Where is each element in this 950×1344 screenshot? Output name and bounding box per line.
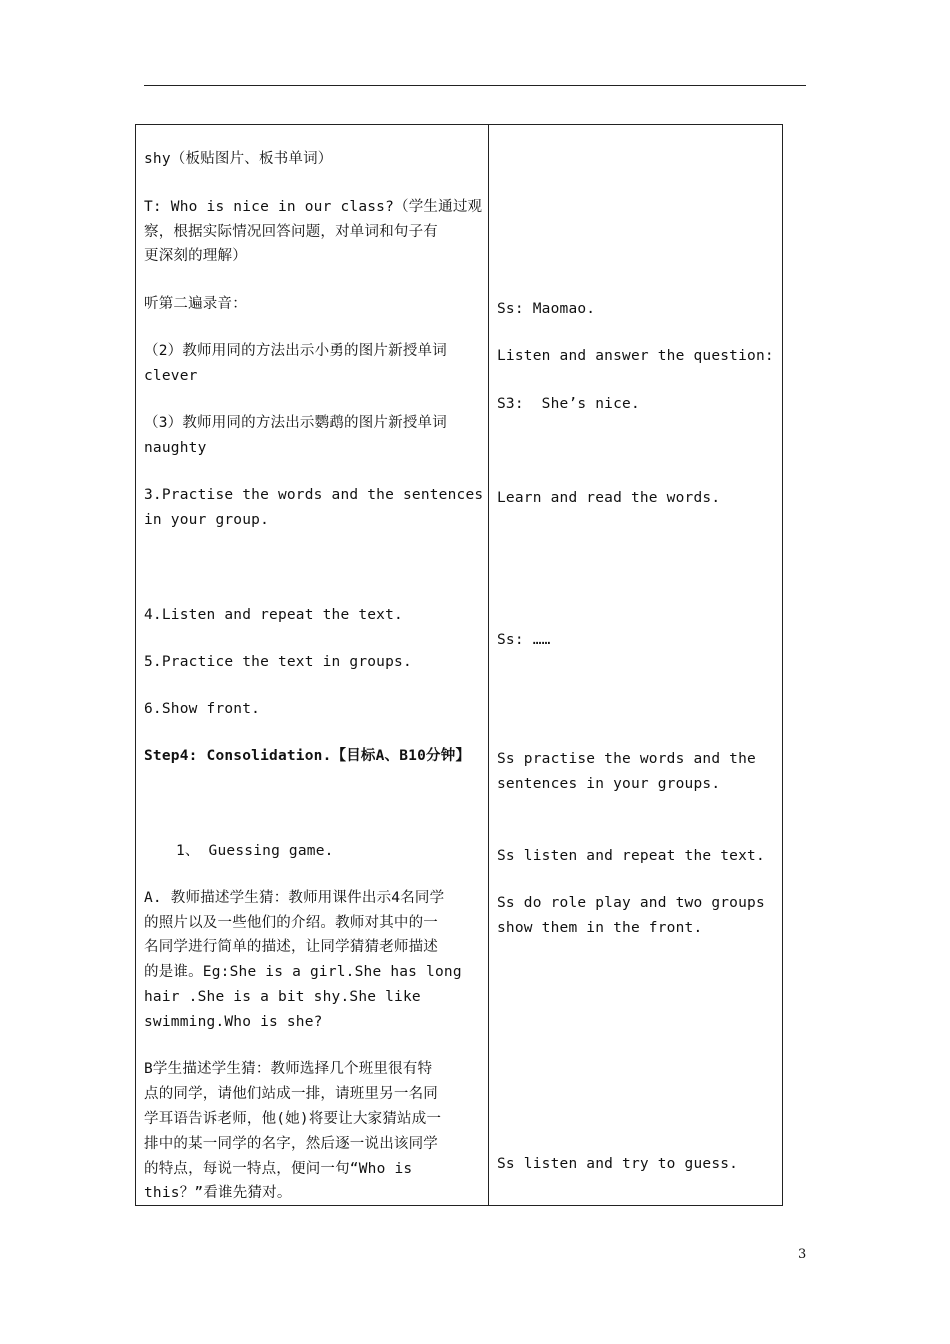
left-text-show-front: 6.Show front. (144, 701, 261, 717)
left-text-b-line1: B学生描述学生猜：教师选择几个班里很有特 (144, 1061, 433, 1077)
left-text-naughty-line1: （3）教师用同的方法出示鹦鹉的图片新授单词 (144, 415, 447, 431)
right-text-practise-line2: sentences in your groups. (497, 776, 721, 792)
left-text-b-line4: 排中的某一同学的名字，然后逐一说出该同学 (144, 1136, 438, 1152)
right-text-role-play-line2: show them in the front. (497, 920, 703, 936)
left-text-question-line1: T: Who is nice in our class?（学生通过观 (144, 199, 483, 215)
right-text-ss-ellipsis: Ss: …… (497, 632, 551, 648)
right-text-role-play-line1: Ss do role play and two groups (497, 895, 765, 911)
right-text-s3-nice: S3: She’s nice. (497, 396, 640, 412)
left-text-b-line6: this？”看谁先猜对。 (144, 1185, 292, 1201)
left-text-question-line2: 察，根据实际情况回答问题，对单词和句子有 (144, 224, 438, 240)
left-text-practise-line1: 3.Practise the words and the sentences (144, 487, 484, 503)
step4-heading: Step4: Consolidation.【目标A、B10分钟】 (144, 748, 471, 764)
left-text-second-listen: 听第二遍录音： (144, 296, 247, 312)
right-text-ss-maomao: Ss: Maomao. (497, 301, 596, 317)
right-text-learn-read: Learn and read the words. (497, 490, 721, 506)
left-text-a-line1: A. 教师描述学生猜：教师用课件出示4名同学 (144, 890, 445, 906)
page-number: 3 (798, 1247, 807, 1262)
left-text-clever-line1: （2）教师用同的方法出示小勇的图片新授单词 (144, 343, 447, 359)
right-text-listen-guess: Ss listen and try to guess. (497, 1156, 739, 1172)
left-text-naughty-line2: naughty (144, 440, 207, 456)
left-text-a-line5: hair .She is a bit shy.She like (144, 989, 421, 1005)
right-text-listen-repeat: Ss listen and repeat the text. (497, 848, 765, 864)
left-text-a-line4: 的是谁。Eg:She is a girl.She has long (144, 964, 462, 980)
left-text-clever-line2: clever (144, 368, 198, 384)
left-text-guessing-game: 1、 Guessing game. (176, 843, 334, 859)
right-text-practise-line1: Ss practise the words and the (497, 751, 756, 767)
left-text-practise-line2: in your group. (144, 512, 270, 528)
right-text-listen-answer: Listen and answer the question: (497, 348, 774, 364)
left-text-b-line2: 点的同学，请他们站成一排，请班里另一名同 (144, 1086, 438, 1102)
left-text-listen-repeat: 4.Listen and repeat the text. (144, 607, 403, 623)
left-text-a-line2: 的照片以及一些他们的介绍。教师对其中的一 (144, 915, 438, 931)
left-text-b-line3: 学耳语告诉老师，他(她)将要让大家猜站成一 (144, 1111, 442, 1127)
left-text-question-line3: 更深刻的理解） (144, 248, 247, 264)
header-rule (144, 85, 806, 86)
column-divider (488, 124, 489, 1206)
left-text-shy: shy（板贴图片、板书单词） (144, 151, 333, 167)
left-text-a-line3: 名同学进行简单的描述，让同学猜猜老师描述 (144, 939, 438, 955)
left-text-b-line5: 的特点，每说一特点，便问一句“Who is (144, 1161, 413, 1177)
left-text-a-line6: swimming.Who is she? (144, 1014, 323, 1030)
left-text-practice-groups: 5.Practice the text in groups. (144, 654, 412, 670)
